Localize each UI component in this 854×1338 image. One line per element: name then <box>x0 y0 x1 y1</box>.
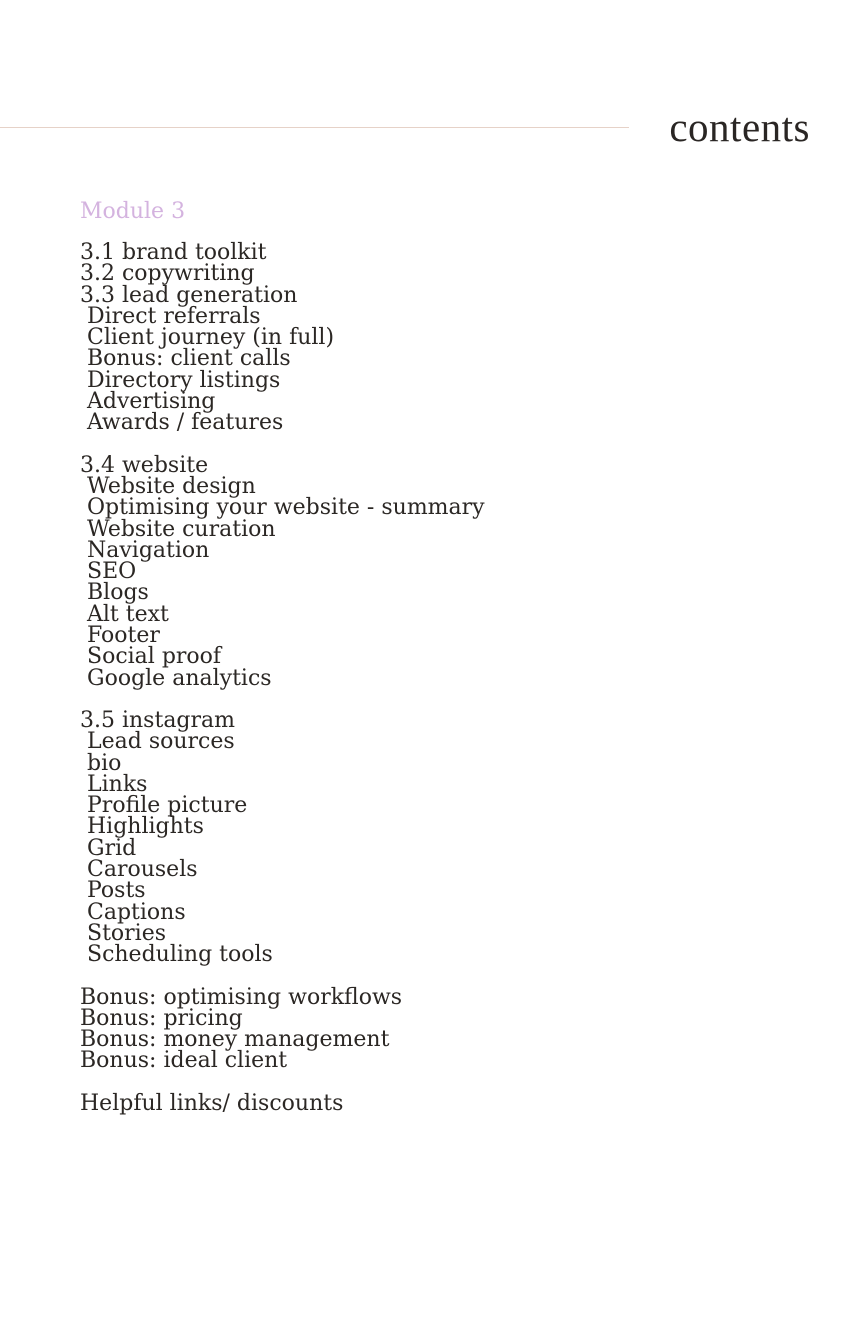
toc-subitem: Stories <box>87 920 167 946</box>
toc-item: Bonus: pricing <box>80 1005 243 1031</box>
toc-subitem: Profile picture <box>87 793 248 819</box>
toc-subitem: bio <box>87 750 122 776</box>
toc-subitem: Posts <box>87 878 146 904</box>
toc-item: Helpful links/ discounts <box>80 1090 344 1116</box>
toc-subitem: Lead sources <box>87 729 235 755</box>
toc-subitem: Direct referrals <box>87 303 261 329</box>
toc-subitem: Blogs <box>87 580 149 606</box>
toc-subitem: Links <box>87 771 148 797</box>
toc-group <box>80 707 760 968</box>
toc-subitem: Social proof <box>87 644 222 670</box>
module-label: Module 3 <box>80 199 186 224</box>
toc-item: 3.5 instagram <box>80 707 236 733</box>
toc-subitem: Alt text <box>87 601 169 627</box>
toc-subitem: Captions <box>87 899 186 925</box>
toc-subitem: SEO <box>87 559 137 585</box>
toc-subitem: Client journey (in full) <box>87 325 335 351</box>
toc-group <box>80 452 760 691</box>
toc-subitem: Grid <box>87 835 137 861</box>
toc-subitem: Website design <box>87 473 256 499</box>
toc-subitem: Highlights <box>87 814 204 840</box>
toc-item: Bonus: ideal client <box>80 1048 288 1074</box>
toc-subitem: Advertising <box>87 389 216 415</box>
toc-groups <box>80 242 760 1114</box>
toc-subitem: Footer <box>87 623 160 649</box>
toc-group <box>80 1090 760 1116</box>
toc-subitem: Navigation <box>87 537 210 563</box>
toc-subitem: Bonus: client calls <box>87 346 291 372</box>
toc-subitem: Website curation <box>87 516 276 542</box>
toc-item: 3.2 copywriting <box>80 261 255 287</box>
toc-subitem: Optimising your website - summary <box>87 495 485 521</box>
table-of-contents <box>80 199 760 1135</box>
toc-item: 3.3 lead generation <box>80 282 298 308</box>
toc-item: Bonus: optimising workflows <box>80 984 403 1010</box>
toc-subitem: Awards / features <box>87 410 284 436</box>
toc-subitem: Scheduling tools <box>87 942 273 968</box>
toc-subitem: Carousels <box>87 857 198 883</box>
toc-subitem: Google analytics <box>87 665 272 691</box>
toc-subitem: Directory listings <box>87 367 281 393</box>
toc-group <box>80 242 760 434</box>
page-title: contents <box>669 104 810 150</box>
toc-item: 3.1 brand toolkit <box>80 240 267 265</box>
toc-item: 3.4 website <box>80 452 209 478</box>
toc-group <box>80 984 760 1074</box>
toc-item: Bonus: money management <box>80 1027 390 1053</box>
header-divider <box>0 127 629 128</box>
